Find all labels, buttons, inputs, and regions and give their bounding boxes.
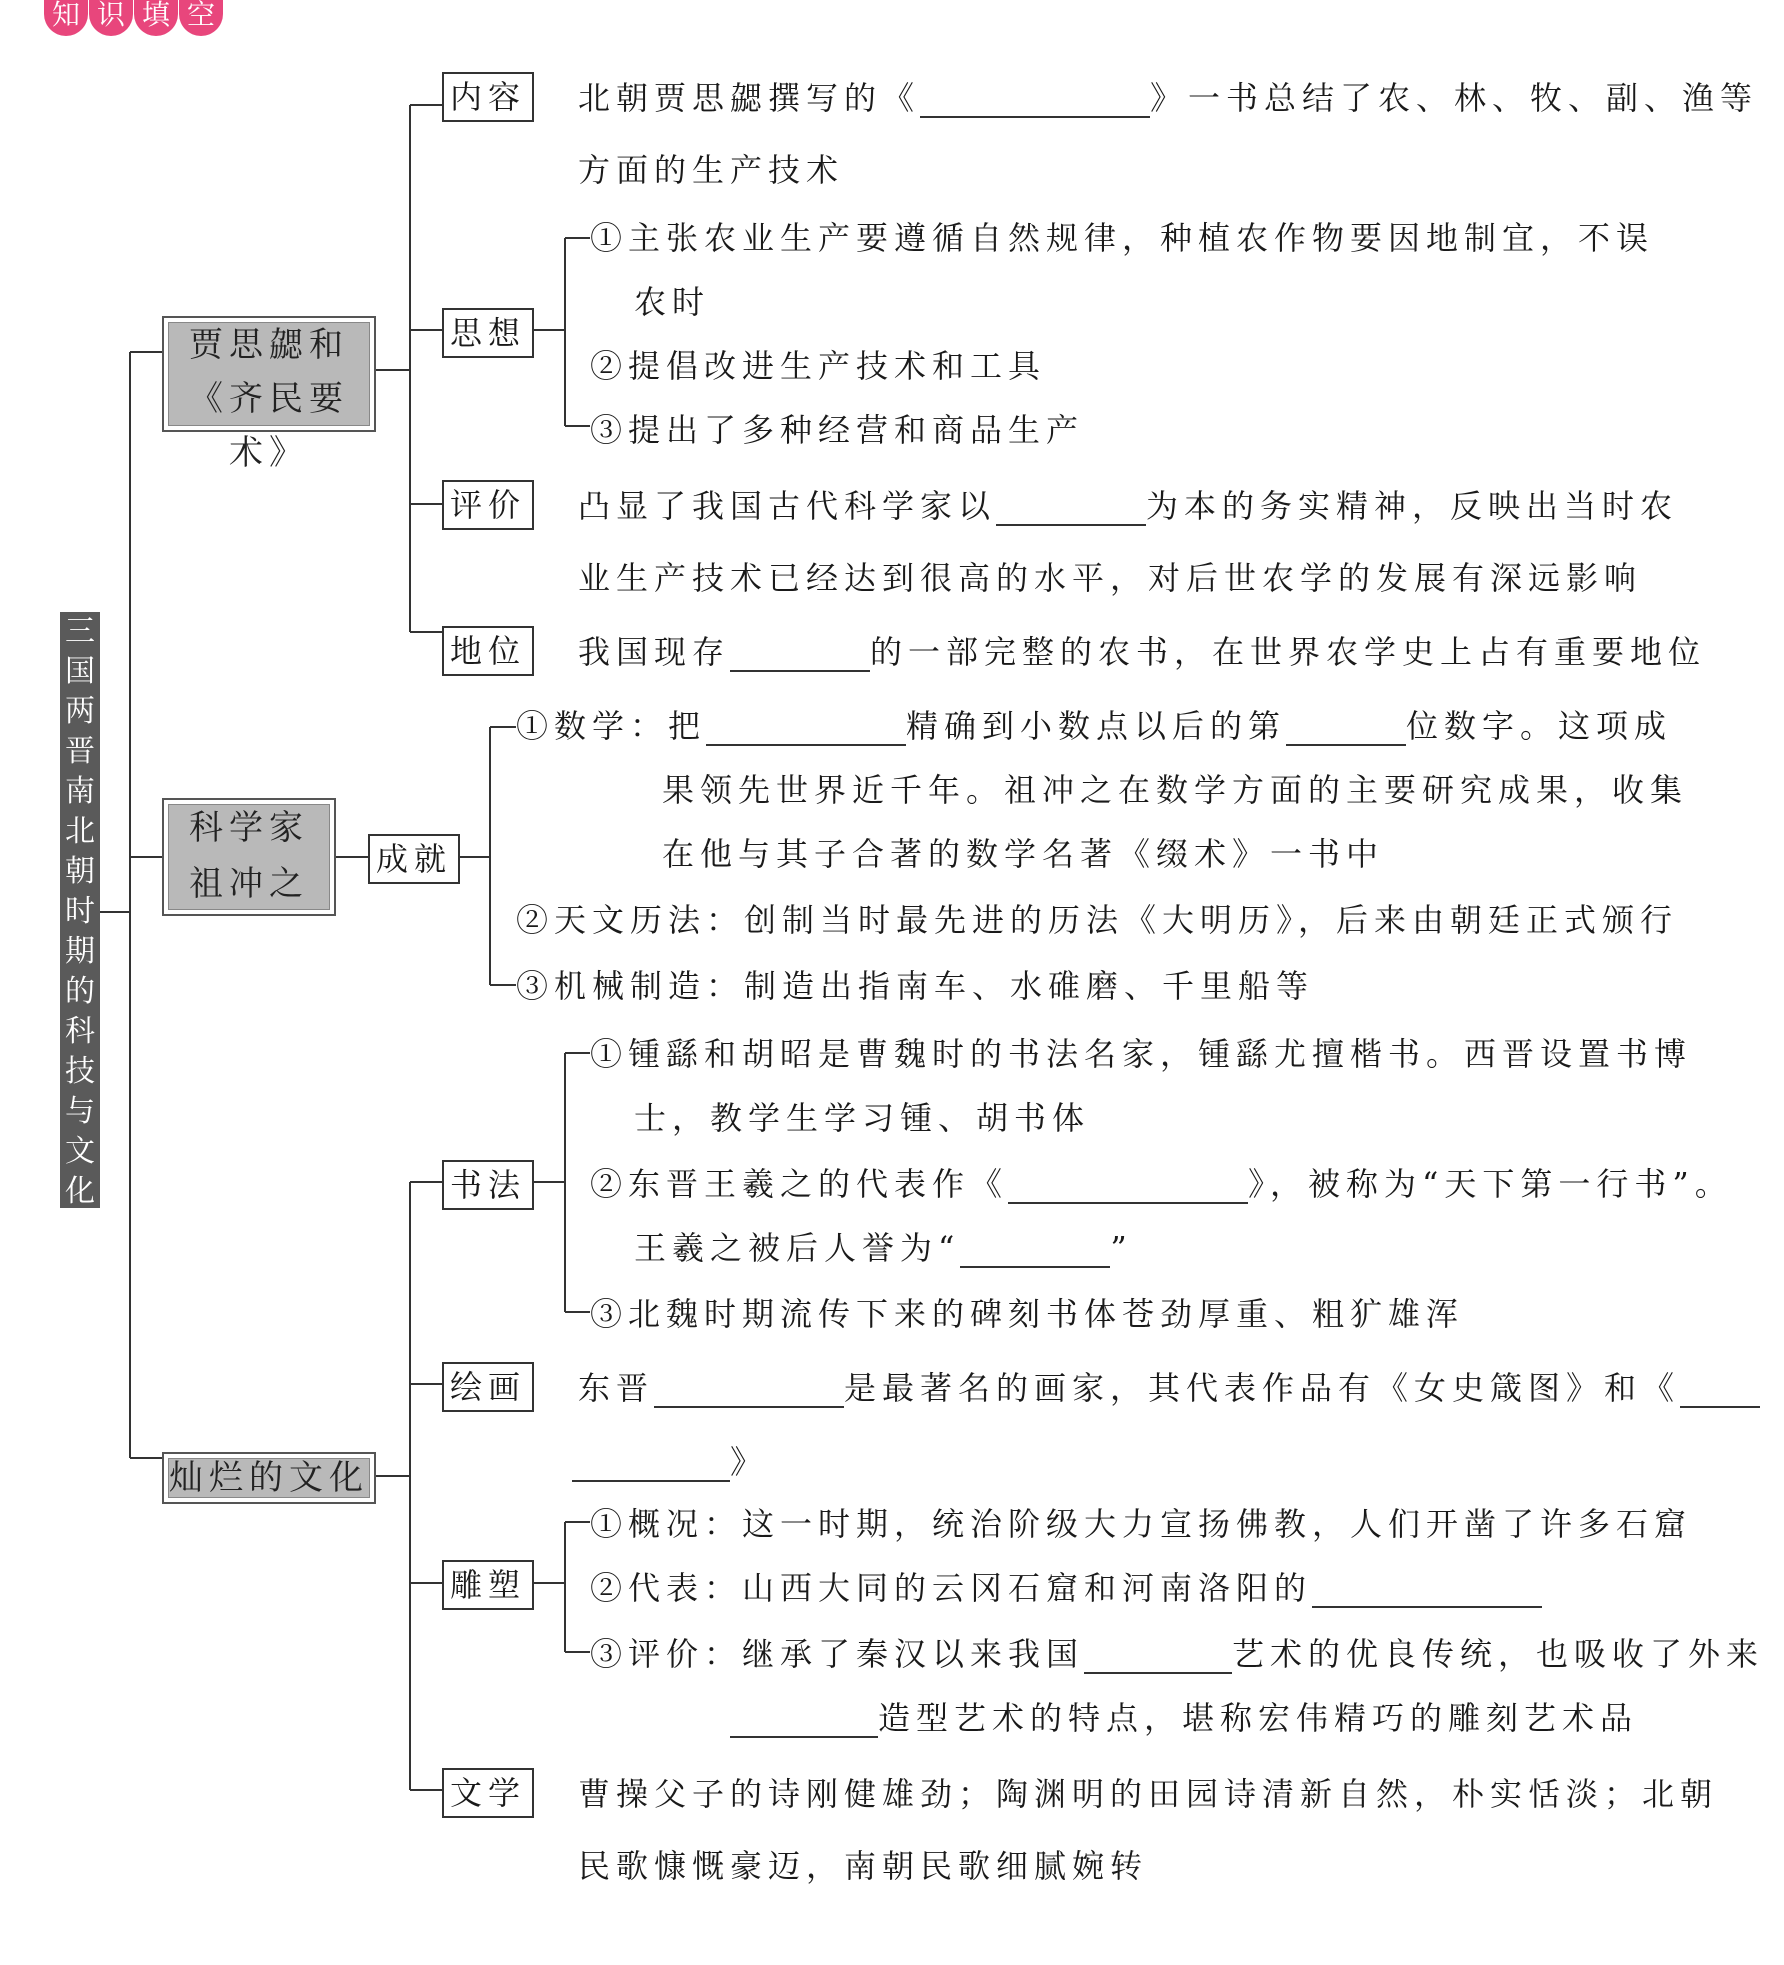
badge-char: 空 (179, 0, 223, 36)
diaosu-item-2 (590, 1568, 1542, 1608)
sixiang-item-1-cont: 农时 (634, 283, 711, 321)
answer-blank[interactable] (1084, 1638, 1232, 1674)
badge-char: 填 (134, 0, 178, 36)
chengjiu-item-1-l2: 果领先世界近千年。祖冲之在数学方面的主要研究成果，收集 (662, 771, 1689, 809)
text-segment: 精确到小数点以后的第 (906, 707, 1287, 745)
section-badge (44, 0, 224, 36)
root-title-char: 国 (65, 654, 95, 689)
answer-blank[interactable] (1286, 710, 1406, 746)
shufa-item-2 (590, 1164, 1733, 1204)
shufa-item-2-cont (634, 1228, 1133, 1268)
node-wenxue: 文学 (442, 1768, 534, 1818)
answer-blank[interactable] (572, 1446, 730, 1482)
pingjia-line-2: 业生产技术已经达到很高的水平，对后世农学的发展有深远影响 (578, 559, 1643, 597)
shufa-item-1-cont: 士，教学生学习锺、胡书体 (634, 1099, 1091, 1137)
answer-blank[interactable] (1312, 1572, 1542, 1608)
root-title (60, 612, 100, 1208)
branch-line: 《齐民要术》 (189, 379, 349, 473)
sixiang-item-3: ③提出了多种经营和商品生产 (590, 411, 1085, 449)
wenxue-line-1: 曹操父子的诗刚健雄劲；陶渊明的田园诗清新自然，朴实恬淡；北朝 (578, 1775, 1719, 1813)
root-title-char: 与 (65, 1094, 95, 1129)
branch-zu-chongzhi (162, 798, 336, 916)
root-title-char: 期 (65, 934, 95, 969)
root-title-char: 时 (65, 894, 95, 929)
root-title-char: 两 (65, 694, 95, 729)
sixiang-item-2: ②提倡改进生产技术和工具 (590, 347, 1047, 385)
answer-blank[interactable] (1680, 1372, 1760, 1408)
text-segment: 王羲之被后人誉为“ (634, 1229, 961, 1267)
node-sixiang: 思想 (442, 308, 534, 358)
branch-line: 科学家 (189, 808, 309, 848)
answer-blank[interactable] (706, 710, 906, 746)
diaosu-item-3-cont (730, 1698, 1638, 1738)
text-segment: 》一书总结了农、林、牧、副、渔等 (1150, 79, 1759, 117)
chengjiu-item-2: ②天文历法：创制当时最先进的历法《大明历》，后来由朝廷正式颁行 (516, 901, 1679, 939)
answer-blank[interactable] (996, 490, 1146, 526)
sixiang-item-1: ①主张农业生产要遵循自然规律，种植农作物要因地制宜，不误 (590, 219, 1655, 257)
chengjiu-item-3: ③机械制造：制造出指南车、水碓磨、千里船等 (516, 967, 1315, 1005)
answer-blank[interactable] (960, 1232, 1110, 1268)
answer-blank[interactable] (654, 1372, 844, 1408)
text-segment: 北朝贾思勰撰写的《 (578, 79, 921, 117)
text-segment: 凸显了我国古代科学家以 (578, 487, 997, 525)
text-segment: ②东晋王羲之的代表作《 (590, 1165, 1009, 1203)
neirong-line-2: 方面的生产技术 (578, 151, 845, 189)
text-segment: 》 (730, 1443, 769, 1481)
text-segment: 的一部完整的农书，在世界农学史上占有重要地位 (870, 633, 1707, 671)
root-title-char: 的 (65, 974, 95, 1009)
text-segment: 是最著名的画家，其代表作品有《女史箴图》和《 (844, 1369, 1681, 1407)
huihua-line-2 (572, 1442, 768, 1482)
badge-char: 知 (44, 0, 88, 36)
answer-blank[interactable] (1008, 1168, 1248, 1204)
root-title-char: 化 (65, 1174, 95, 1209)
text-segment: 我国现存 (578, 633, 731, 671)
diaosu-item-1: ①概况：这一时期，统治阶级大力宣扬佛教，人们开凿了许多石窟 (590, 1505, 1693, 1543)
answer-blank[interactable] (730, 1702, 878, 1738)
branch-culture (162, 1452, 376, 1504)
node-diaosu: 雕塑 (442, 1560, 534, 1610)
neirong-line-1 (578, 78, 1758, 118)
root-title-char: 三 (65, 614, 95, 649)
text-segment: 》，被称为“天下第一行书”。 (1248, 1165, 1733, 1203)
huihua-line-1 (578, 1368, 1760, 1408)
text-segment: 东晋 (578, 1369, 655, 1407)
branch-line: 祖冲之 (189, 864, 309, 904)
text-segment: ①数学：把 (516, 707, 707, 745)
chengjiu-item-1-l3: 在他与其子合著的数学名著《缀术》一书中 (662, 835, 1385, 873)
node-diwei: 地位 (442, 626, 534, 676)
node-huihua: 绘画 (442, 1362, 534, 1412)
diwei-line-1 (578, 632, 1706, 672)
node-pingjia: 评价 (442, 480, 534, 530)
text-segment: 为本的务实精神，反映出当时农 (1146, 487, 1679, 525)
wenxue-line-2: 民歌慷慨豪迈，南朝民歌细腻婉转 (578, 1847, 1149, 1885)
branch-label: 灿烂的文化 (169, 1458, 369, 1498)
text-segment: 位数字。这项成 (1406, 707, 1673, 745)
node-neirong: 内容 (442, 72, 534, 122)
root-title-char: 北 (65, 814, 95, 849)
text-segment: ” (1110, 1229, 1133, 1267)
root-title-char: 南 (65, 774, 95, 809)
root-title-char: 晋 (65, 734, 95, 769)
text-segment: 艺术的优良传统，也吸收了外来 (1232, 1635, 1765, 1673)
diaosu-item-3 (590, 1634, 1764, 1674)
pingjia-line-1 (578, 486, 1678, 526)
branch-jia-sixie (162, 316, 376, 473)
text-segment: ②代表：山西大同的云冈石窟和河南洛阳的 (590, 1569, 1313, 1607)
answer-blank[interactable] (730, 636, 870, 672)
root-title-char: 技 (65, 1054, 95, 1089)
node-chengjiu: 成就 (368, 834, 460, 884)
badge-char: 识 (89, 0, 133, 36)
root-title-char: 文 (65, 1134, 95, 1169)
chengjiu-item-1 (516, 706, 1672, 746)
root-title-char: 科 (65, 1014, 95, 1049)
text-segment: ③评价：继承了秦汉以来我国 (590, 1635, 1085, 1673)
root-title-char: 朝 (65, 854, 95, 889)
branch-line: 贾思勰和 (189, 325, 349, 365)
shufa-item-1: ①锺繇和胡昭是曹魏时的书法名家，锺繇尤擅楷书。西晋设置书博 (590, 1035, 1693, 1073)
shufa-item-3: ③北魏时期流传下来的碑刻书体苍劲厚重、粗犷雄浑 (590, 1295, 1465, 1333)
text-segment: 造型艺术的特点，堪称宏伟精巧的雕刻艺术品 (878, 1699, 1639, 1737)
answer-blank[interactable] (920, 82, 1150, 118)
node-shufa: 书法 (442, 1160, 534, 1210)
